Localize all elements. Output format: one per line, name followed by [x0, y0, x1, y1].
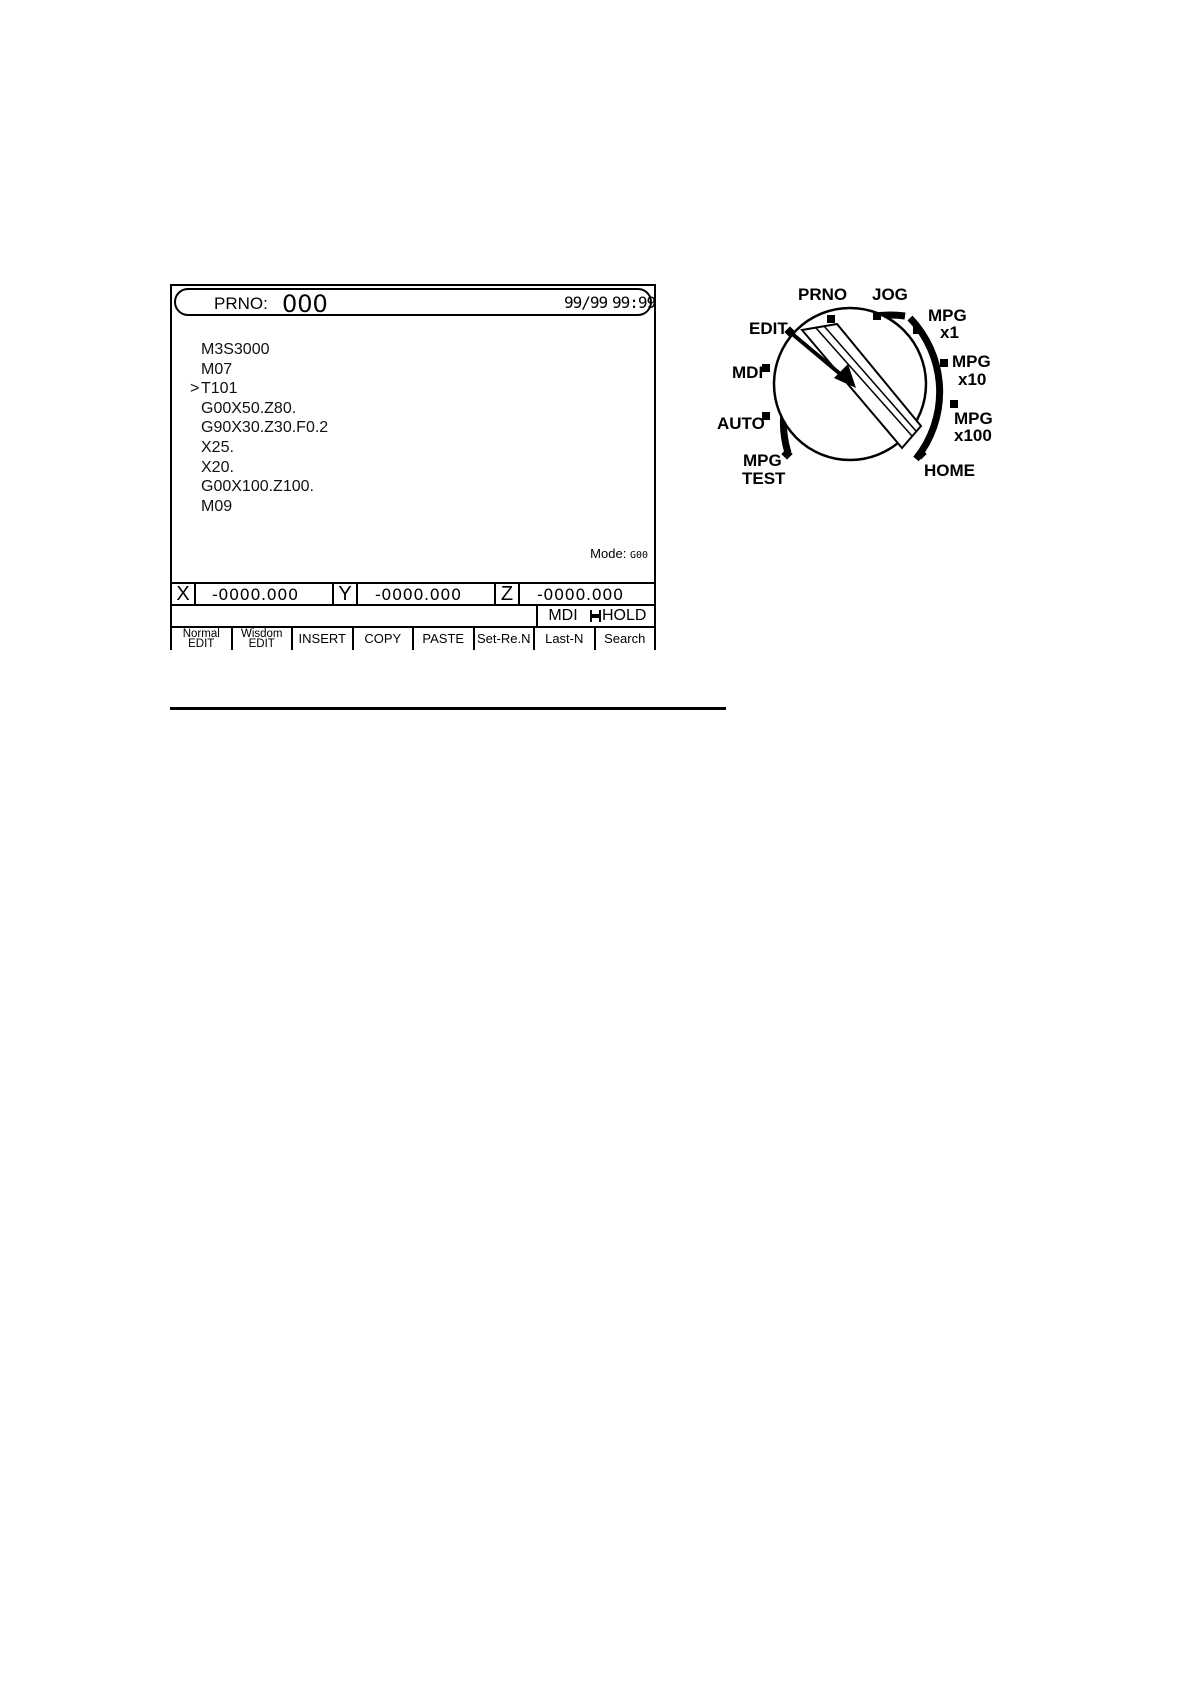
status-row — [172, 606, 654, 628]
dial-graphic — [700, 276, 1000, 496]
axis-z-label: Z — [496, 584, 520, 604]
dial-label-mpg-x1-line2[interactable]: x1 — [940, 323, 959, 342]
dial-label-prno[interactable]: PRNO — [798, 285, 848, 304]
line-cursor — [190, 399, 201, 419]
dial-label-mpg-x1[interactable]: MPG — [928, 306, 967, 325]
line-text: X20. — [201, 458, 234, 476]
dial-label-mpg-x10[interactable]: MPG — [952, 352, 991, 371]
prno-label: PRNO: — [214, 294, 268, 313]
softkey-bar — [172, 628, 654, 650]
softkey-label: EDIT — [248, 638, 275, 650]
mode-label: Mode: — [590, 546, 627, 561]
counter-right: 99:99 — [612, 293, 656, 312]
tick-jog — [873, 312, 881, 320]
softkey-label: Normal — [182, 628, 220, 640]
counter-left: 99/99 — [564, 293, 608, 312]
normal-edit-softkey[interactable] — [172, 628, 233, 650]
hold-icon — [590, 610, 601, 622]
tick-mpg-x10 — [940, 359, 948, 367]
tick-mdi — [762, 364, 770, 372]
dial-label-home[interactable]: HOME — [924, 461, 975, 480]
mode-selector-dial[interactable] — [700, 276, 1000, 496]
tick-mpg-x1 — [913, 326, 921, 334]
line-cursor — [190, 458, 201, 478]
softkey-label: Wisdom — [240, 628, 283, 640]
line-text: G00X50.Z80. — [201, 399, 297, 417]
tick-mpg-test — [781, 448, 792, 459]
dial-label-mdi[interactable]: MDI — [732, 363, 764, 382]
dial-label-jog[interactable]: JOG — [872, 285, 908, 304]
line-text: G90X30.Z30.F0.2 — [201, 419, 329, 437]
set-re-n-softkey[interactable]: Set-Re.N — [475, 628, 536, 650]
dial-label-edit[interactable]: EDIT — [749, 319, 788, 338]
mode-indicator — [590, 546, 648, 561]
tick-mpg-x100 — [950, 400, 958, 408]
program-line[interactable] — [190, 340, 328, 360]
program-line[interactable] — [190, 418, 328, 438]
last-n-softkey[interactable]: Last-N — [535, 628, 596, 650]
line-cursor — [190, 360, 201, 380]
line-text: M3S3000 — [201, 341, 270, 358]
program-line[interactable] — [190, 379, 328, 399]
axis-position-row — [172, 582, 654, 606]
line-cursor — [190, 497, 201, 517]
line-text: M09 — [201, 497, 233, 515]
dial-label-mpg-test-line2[interactable]: TEST — [742, 469, 786, 488]
program-line[interactable] — [190, 360, 328, 380]
line-cursor — [190, 418, 201, 438]
dial-label-mpg-test[interactable]: MPG — [743, 451, 782, 470]
mode-value: G00 — [629, 550, 648, 561]
search-softkey[interactable]: Search — [596, 628, 655, 650]
prno-value: 000 — [282, 290, 328, 318]
program-line[interactable] — [190, 477, 328, 497]
status-hold: HOLD — [602, 607, 647, 624]
program-line[interactable] — [190, 399, 328, 419]
wisdom-edit-softkey[interactable] — [233, 628, 294, 650]
horizontal-rule — [170, 707, 726, 710]
line-cursor — [190, 438, 201, 458]
paste-softkey[interactable]: PASTE — [414, 628, 475, 650]
line-text: G00X100.Z100. — [201, 478, 314, 496]
axis-x-value: -0000.000 — [212, 585, 299, 604]
program-line[interactable] — [190, 458, 328, 478]
title-bar — [174, 288, 656, 318]
softkey-label: EDIT — [188, 638, 215, 650]
dial-label-mpg-x100-line2[interactable]: x100 — [954, 426, 992, 445]
axis-x-label: X — [172, 584, 196, 604]
dial-label-auto[interactable]: AUTO — [717, 414, 765, 433]
axis-y-label: Y — [334, 584, 358, 604]
dial-label-mpg-x100[interactable]: MPG — [954, 409, 993, 428]
program-line[interactable] — [190, 497, 328, 517]
dial-label-mpg-x10-line2[interactable]: x10 — [958, 370, 987, 389]
tick-prno — [827, 315, 835, 323]
line-text: T101 — [201, 380, 238, 398]
program-line[interactable] — [190, 438, 328, 458]
line-cursor — [190, 477, 201, 497]
program-listing[interactable] — [190, 340, 328, 516]
cnc-screen — [170, 284, 656, 650]
status-mode: MDI — [536, 606, 588, 626]
axis-y-value: -0000.000 — [375, 585, 462, 604]
axis-z-value: -0000.000 — [537, 585, 624, 604]
insert-softkey[interactable]: INSERT — [293, 628, 354, 650]
line-text: M07 — [201, 360, 233, 378]
line-text: X25. — [201, 438, 234, 456]
line-cursor — [190, 340, 201, 360]
line-cursor: > — [190, 380, 200, 398]
copy-softkey[interactable]: COPY — [354, 628, 415, 650]
